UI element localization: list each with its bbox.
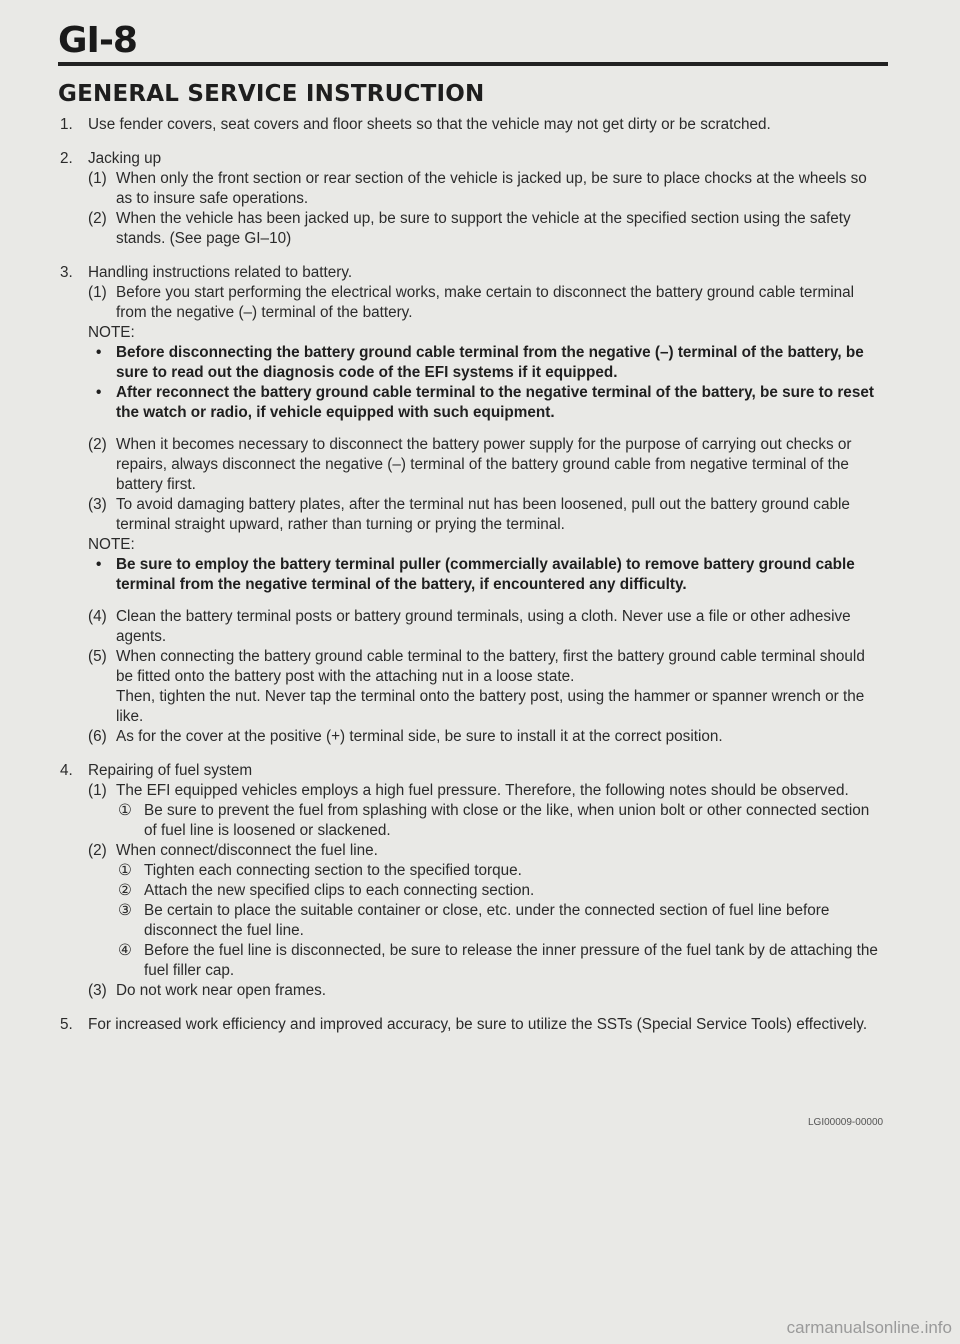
sub-item (88, 647, 886, 727)
item-text: Handling instructions related to battery. (88, 264, 353, 281)
sub-number: (4) (88, 608, 107, 625)
sub-number: (1) (88, 284, 107, 301)
sub-text: The EFI equipped vehicles employs a high fuel pressure. Therefore, the following notes should be observed. (116, 782, 849, 799)
circled-point (116, 801, 886, 841)
note-label: NOTE: (88, 536, 135, 553)
watermark: carmanualsonline.info (786, 1318, 952, 1337)
circled-point (116, 941, 886, 981)
circled-number: ③ (118, 902, 132, 919)
sub-item (88, 727, 886, 747)
circled-point (116, 901, 886, 941)
item-number: 2. (60, 150, 73, 167)
page-number: GI-8 (58, 20, 137, 61)
sub-number: (3) (88, 982, 107, 999)
sub-item (88, 781, 886, 841)
item-number: 4. (60, 762, 73, 779)
point-text: Tighten each connecting section to the specified torque. (144, 862, 522, 879)
circled-number: ② (118, 882, 132, 899)
sub-item (88, 169, 886, 209)
item-number: 5. (60, 1016, 73, 1033)
sub-number: (1) (88, 782, 107, 799)
sub-text: When connect/disconnect the fuel line. (116, 842, 378, 859)
item-text: Repairing of fuel system (88, 762, 253, 779)
sub-text: As for the cover at the positive (+) terminal side, be sure to install it at the correct position. (116, 728, 723, 745)
sub-item (88, 607, 886, 647)
instruction-item-3 (60, 263, 886, 747)
point-text: Be sure to prevent the fuel from splashing with close or the like, when union bolt or other connected section of fuel line is loosened or slackened. (144, 802, 870, 839)
note-label: NOTE: (88, 324, 135, 341)
sub-item (88, 981, 886, 1001)
sub-text-continued: Then, tighten the nut. Never tap the terminal onto the battery post, using the hammer or spanner wrench or the like. (116, 688, 865, 725)
header-rule (58, 62, 888, 66)
point-text: Before the fuel line is disconnected, be sure to release the inner pressure of the fuel tank by de attaching the fuel filler cap. (144, 942, 878, 979)
item-text: Use fender covers, seat covers and floor sheets so that the vehicle may not get dirty or be scratched. (88, 116, 771, 133)
sub-number: (3) (88, 496, 107, 513)
sub-item (88, 283, 886, 323)
sub-item (88, 435, 886, 495)
sub-text: When connecting the battery ground cable terminal to the battery, first the battery ground cable terminal should be fitted onto the battery post with the attaching nut in a loose state. (116, 648, 865, 685)
sub-text: To avoid damaging battery plates, after the terminal nut has been loosened, pull out the battery ground cable terminal straight upward, rather than turning or prying the terminal. (116, 496, 850, 533)
item-number: 3. (60, 264, 73, 281)
instruction-item-4 (60, 761, 886, 1001)
note-bullet: • After reconnect the battery ground cable terminal to the negative terminal of the battery, be sure to reset the watch or radio, if vehicle equipped with such equipment. (88, 383, 886, 423)
sub-text: When only the front section or rear section of the vehicle is jacked up, be sure to place chocks at the wheels so as to insure safe operations. (116, 170, 867, 207)
sub-number: (2) (88, 210, 107, 227)
sub-number: (5) (88, 648, 107, 665)
sub-text: Do not work near open frames. (116, 982, 327, 999)
sub-text: When it becomes necessary to disconnect the battery power supply for the purpose of carrying out checks or repairs, always disconnect the negative (–) terminal of the battery ground cable from negative terminal of the battery first. (116, 436, 852, 493)
sub-text: Clean the battery terminal posts or battery ground terminals, using a cloth. Never use a file or other adhesive agents. (116, 608, 851, 645)
item-text: Jacking up (88, 150, 162, 167)
sub-item (88, 495, 886, 535)
item-number: 1. (60, 116, 73, 133)
sub-text: Before you start performing the electrical works, make certain to disconnect the battery ground cable terminal from the negative (–) terminal of the battery. (116, 284, 855, 321)
sub-item (88, 209, 886, 249)
reference-code: LGI00009-00000 (808, 1117, 884, 1128)
circled-number: ① (118, 802, 132, 819)
circled-point (116, 881, 886, 901)
circled-number: ④ (118, 942, 132, 959)
circled-point (116, 861, 886, 881)
sub-number: (1) (88, 170, 107, 187)
instruction-item-5 (60, 1015, 886, 1035)
sub-number: (6) (88, 728, 107, 745)
note-bullet: • Before disconnecting the battery ground cable terminal from the negative (–) terminal of the battery, be sure to read out the diagnosis code of the EFI systems if it equipped. (88, 343, 886, 383)
note-bullet: • Be sure to employ the battery terminal puller (commercially available) to remove battery ground cable terminal from the negative terminal of the battery, if encountered any difficulty. (88, 555, 886, 595)
point-text: Be certain to place the suitable container or close, etc. under the connected section of fuel line before disconnect the fuel line. (144, 902, 830, 939)
item-text: For increased work efficiency and improved accuracy, be sure to utilize the SSTs (Special Service Tools) effectively. (88, 1016, 868, 1033)
instruction-item-2 (60, 149, 886, 249)
sub-text: When the vehicle has been jacked up, be sure to support the vehicle at the specified section using the safety stands. (See page GI–10) (116, 210, 851, 247)
point-text: Attach the new specified clips to each connecting section. (144, 882, 535, 899)
instruction-list (60, 115, 886, 1049)
sub-item (88, 841, 886, 981)
sub-number: (2) (88, 842, 107, 859)
sub-number: (2) (88, 436, 107, 453)
instruction-item-1 (60, 115, 886, 135)
circled-number: ① (118, 862, 132, 879)
section-title: GENERAL SERVICE INSTRUCTION (58, 81, 485, 107)
